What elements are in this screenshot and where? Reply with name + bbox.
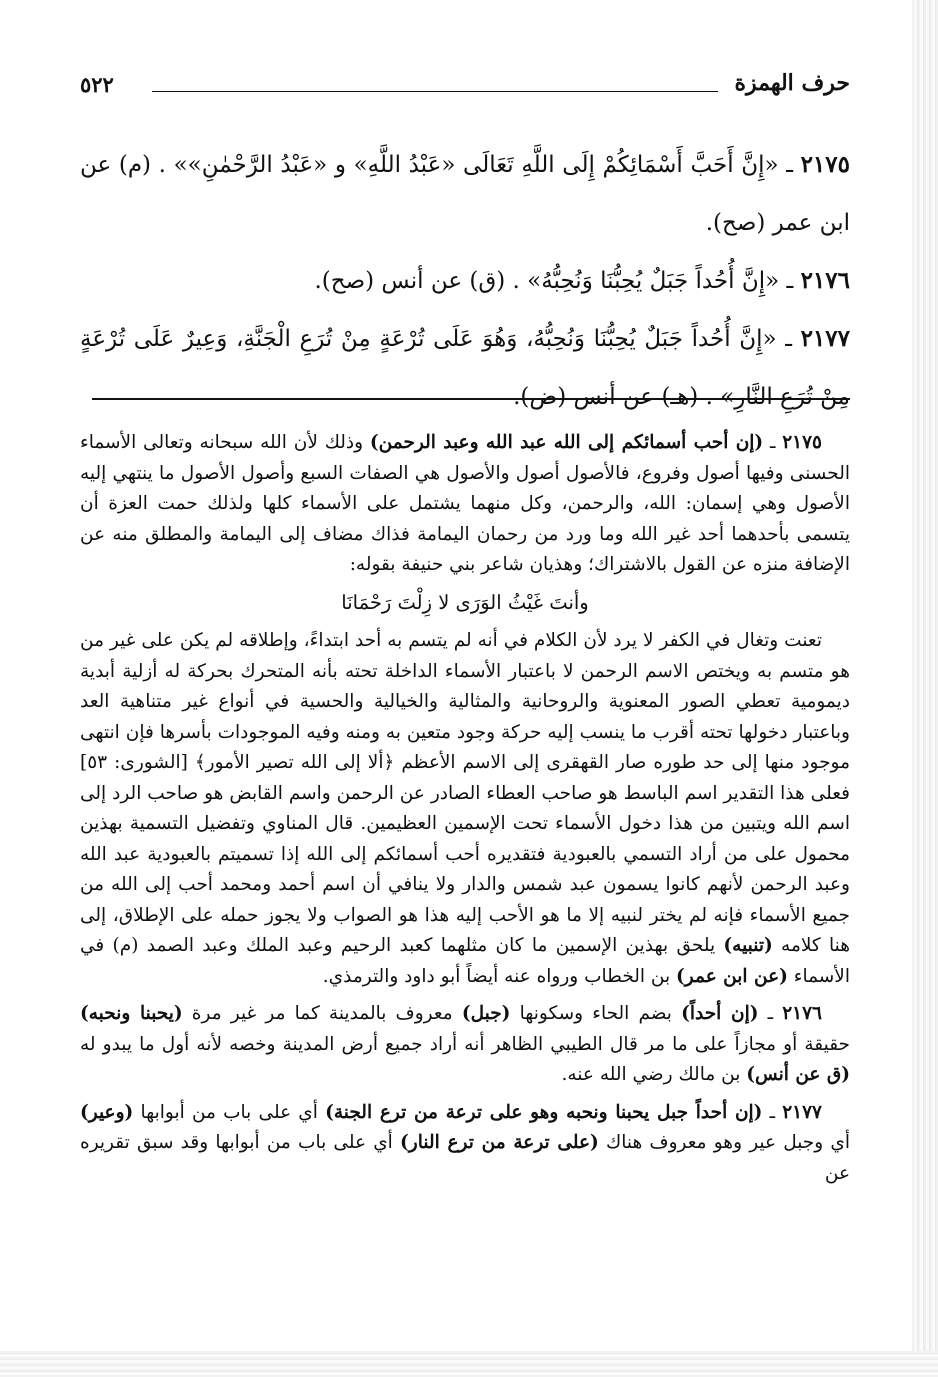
hadith-entry: ٢١٧٥ ـ «إِنَّ أَحَبَّ أَسْمَائِكُمْ إِلَى اللَّهِ تَعَالَى «عَبْدُ اللَّهِ» و «عَبْدُ الرَّحْمٰنِ»» . (م) عن ابن عمر (صح). bbox=[80, 151, 850, 236]
commentary-text: وذلك لأن الله سبحانه وتعالى الأسماء الحسنى وفيها أصول وفروع، فالأصول أصول والأصول هي الصفات السبع وأصول الأصول ما ينتهي إليه الأصول وهي إسمان: الله، والرحمن، وكل منهما يشتمل على الأسماء كلها ولذلك حمت العزة أن يتسمى بأحدهما أحد غير الله وما ورد من رحمان اليمامة فذاك مضاف إلى اليمامة والمطلق منه عن الإضافة منزه عن القول بالاشتراك؛ وهذيان شاعر بني حنيفة بقوله: bbox=[80, 432, 850, 575]
footnote-divider bbox=[92, 398, 850, 400]
commentary-lemma: (إن أحداً جبل يحبنا ونحبه وهو على ترعة من ترع الجنة) bbox=[325, 1101, 763, 1123]
commentary bbox=[80, 428, 850, 1196]
commentary-text: أي وجبل عير وهو معروف هناك bbox=[605, 1132, 850, 1153]
commentary-lemma: (وعير) bbox=[80, 1101, 134, 1123]
chapter-title: حرف الهمزة bbox=[734, 70, 850, 96]
commentary-text: أي على باب من أبوابها bbox=[140, 1101, 318, 1123]
hadith-text bbox=[80, 136, 850, 426]
commentary-text: أي على باب من أبوابها وقد سبق تقريره عن bbox=[80, 1132, 850, 1184]
hadith-number: ٢١٧٦ bbox=[800, 267, 850, 294]
commentary-number: ٢١٧٧ bbox=[782, 1101, 822, 1123]
header-rule bbox=[152, 91, 718, 92]
hadith-body: «إِنَّ أُحُداً جَبَلٌ يُحِبُّنَا وَنُحِبُّهُ، وَهُوَ عَلَى تُرْعَةٍ مِنْ تُرَعِ الْجَنَّةِ، وَعِيرٌ عَلَى تُرْعَةٍ مِنْ تُرَعِ النَّارِ» . (هـ) عن أنس (ض). bbox=[80, 326, 850, 410]
running-header bbox=[80, 70, 850, 106]
commentary-lemma: (إن أحب أسمائكم إلى الله عبد الله وعبد الرحمن) bbox=[369, 432, 764, 453]
commentary-entry-2175: ٢١٧٥ ـ (إن أحب أسمائكم إلى الله عبد الله وعبد الرحمن) وذلك لأن الله سبحانه وتعالى الأسماء الحسنى وفيها أصول وفروع، فالأصول أصول والأصول هي الصفات السبع وأصول الأصول ما ينتهي إليه الأصول وهي إسمان: الله، والرحمن، وكل منهما يشتمل على الأسماء كلها ولذلك حمت العزة أن يتسمى بأحدهما أحد غير الله وما ورد من رحمان اليمامة فذاك مضاف إلى اليمامة والمطلق منه عن الإضافة منزه عن القول بالاشتراك؛ وهذيان شاعر بني حنيفة بقوله: bbox=[80, 432, 850, 575]
commentary-text: بن الخطاب ورواه عنه أيضاً أبو داود والترمذي. bbox=[322, 965, 671, 987]
commentary-entry-2175-cont bbox=[80, 626, 850, 992]
source-label: (ق عن أنس) bbox=[746, 1064, 850, 1085]
poem-verse: وأنتَ غَيْثُ الوَرَى لا زِلْتَ رَحْمَانَا bbox=[341, 590, 589, 614]
page-number: ٥٢٢ bbox=[80, 72, 114, 97]
page-edge-right bbox=[912, 0, 938, 1377]
commentary-lemma: (يحبنا ونحبه) bbox=[80, 1003, 183, 1024]
commentary-entry-2177: ٢١٧٧ ـ (إن أحداً جبل يحبنا ونحبه وهو على ترعة من ترع الجنة) أي على باب من أبوابها (وعير) أي وجبل عير وهو معروف هناك (على ترعة من ترع النار) أي على باب من أبوابها وقد سبق تقريره عن bbox=[80, 1101, 850, 1184]
commentary-text: معروف بالمدينة كما مر غير مرة bbox=[191, 1003, 453, 1024]
hadith-entry: ٢١٧٧ ـ «إِنَّ أُحُداً جَبَلٌ يُحِبُّنَا وَنُحِبُّهُ، وَهُوَ عَلَى تُرْعَةٍ مِنْ تُرَعِ الْجَنَّةِ، وَعِيرٌ عَلَى تُرْعَةٍ مِنْ تُرَعِ النَّارِ» . (هـ) عن أنس (ض). bbox=[80, 325, 850, 410]
commentary-lemma: (جبل) bbox=[461, 1003, 511, 1024]
tanbih-label: (تنبيه) bbox=[723, 935, 773, 956]
commentary-lemma: (على ترعة من ترع النار) bbox=[400, 1132, 599, 1153]
hadith-entry: ٢١٧٦ ـ «إِنَّ أُحُداً جَبَلٌ يُحِبُّنَا وَنُحِبُّهُ» . (ق) عن أنس (صح). bbox=[314, 267, 850, 294]
commentary-text: تعنت وتغال في الكفر لا يرد لأن الكلام في أنه لم يتسم به أحد ابتداءً، وإطلاقه لم يكن على غير من هو متسم به ويختص الاسم الرحمن لا باعتبار الأسماء الداخلة تحته بأنه المتحرك بحركة له أزلية أبدية ديمومية تعطي الصور المعنوية والروحانية والمثالية والخيالية والحسية في أنواع غير متناهية العد وباعتبار دخولها تحته أقرب ما ينسب إليه حركة وجود متعين به ومنه وفيه الموجودات بأسرها فإن انتهى موجود منها إلى حد طوره صار القهقرى إلى الاسم الأعظم ﴿ألا إلى الله تصير الأمور﴾ [الشورى: ٥٣] فعلى هذا التقدير اسم الباسط هو صاحب العطاء الصادر عن الرحمن واسم القابض هو صاحب الرد إلى اسم الله ويتبين من هذا دخول الأسماء تحت الإسمين العظيمين. قال المناوي وتفضيل التسمية بهذين محمول على من أراد التسمي بالعبودية فتقديره أحب أسمائكم إلى الله إذا تسميتم بالعبودية عبد الله وعبد الرحمن لأنهم كانوا يسمون عبد شمس والدار ولا ينافي أن اسم أحمد ومحمد أحب إلى الله من جميع الأسماء فإنه لم يختر لنبيه إلا ما هو الأحب إليه هذا هو الصواب ولا يجوز حمله على الإطلاق، إلى هنا كلامه bbox=[80, 630, 850, 956]
hadith-body: «إِنَّ أَحَبَّ أَسْمَائِكُمْ إِلَى اللَّهِ تَعَالَى «عَبْدُ اللَّهِ» و «عَبْدُ الرَّحْمٰنِ»» . (م) عن ابن عمر (صح). bbox=[80, 152, 850, 236]
commentary-text: بن مالك رضي الله عنه. bbox=[561, 1064, 741, 1085]
commentary-number: ٢١٧٥ bbox=[782, 432, 822, 453]
page-edge-bottom bbox=[0, 1351, 938, 1377]
hadith-body: «إِنَّ أُحُداً جَبَلٌ يُحِبُّنَا وَنُحِبُّهُ» . (ق) عن أنس (صح). bbox=[314, 268, 780, 294]
commentary-entry-2176: ٢١٧٦ ـ (إن أحداً) بضم الحاء وسكونها (جبل) معروف بالمدينة كما مر غير مرة (يحبنا ونحبه) حقيقة أو مجازاً على ما مر قال الطيبي الظاهر أنه أراد جميع أرض المدينة وخصه لأنه أول ما يبدو له (ق عن أنس) بن مالك رضي الله عنه. bbox=[80, 1003, 850, 1085]
hadith-number: ٢١٧٧ bbox=[800, 325, 850, 352]
source-label: (عن ابن عمر) bbox=[676, 965, 788, 987]
hadith-number: ٢١٧٥ bbox=[800, 151, 850, 178]
commentary-text: بضم الحاء وسكونها bbox=[519, 1003, 672, 1024]
commentary-text: حقيقة أو مجازاً على ما مر قال الطيبي الظاهر أنه أراد جميع أرض المدينة وخصه لأنه أول ما يبدو له bbox=[80, 1033, 850, 1055]
commentary-number: ٢١٧٦ bbox=[782, 1003, 822, 1024]
commentary-lemma: (إن أحداً) bbox=[681, 1003, 759, 1024]
commentary-text: يلحق بهذين الإسمين ما كان مثلهما كعبد الرحيم وعبد الملك وعبد الصمد (م) في الأسماء bbox=[80, 935, 850, 987]
